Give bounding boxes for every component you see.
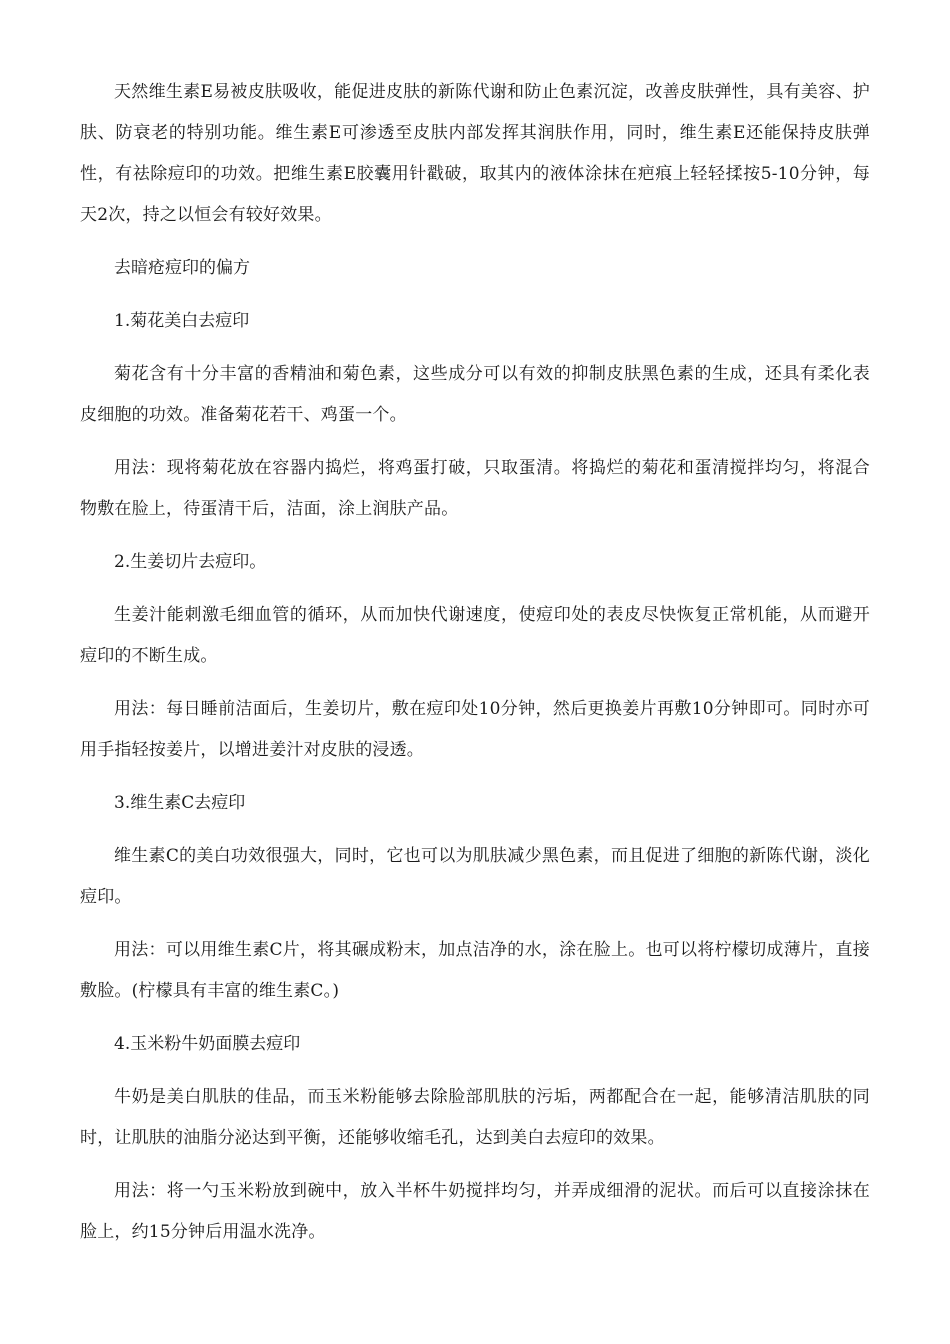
document-page [80,72,870,1265]
heading-vitamin-c: 3.维生素C去痘印 [114,793,246,813]
paragraph-cornmeal-milk-desc: 牛奶是美白肌肤的佳品，而玉米粉能够去除脸部肌肤的污垢，两都配合在一起，能够清洁肌肤的同时，让肌肤的油脂分泌达到平衡，还能够收缩毛孔，达到美白去痘印的效果。 [80,1087,870,1148]
heading-ginger: 2.生姜切片去痘印。 [114,552,267,572]
section-heading-remedies: 去暗疮痘印的偏方 [114,258,250,278]
paragraph-vitamin-c-desc: 维生素C的美白功效很强大，同时，它也可以为肌肤减少黑色素，而且促进了细胞的新陈代谢，淡化痘印。 [80,846,870,907]
paragraph-ginger-desc: 生姜汁能刺激毛细血管的循环，从而加快代谢速度，使痘印处的表皮尽快恢复正常机能，从而避开痘印的不断生成。 [80,605,870,666]
paragraph-cornmeal-milk-usage: 用法：将一勺玉米粉放到碗中，放入半杯牛奶搅拌均匀，并弄成细滑的泥状。而后可以直接涂抹在脸上，约15分钟后用温水洗净。 [80,1181,870,1242]
paragraph-ginger-usage: 用法：每日睡前洁面后，生姜切片，敷在痘印处10分钟，然后更换姜片再敷10分钟即可。同时亦可用手指轻按姜片，以增进姜汁对皮肤的浸透。 [80,699,870,760]
paragraph-vitamin-c-usage: 用法：可以用维生素C片，将其碾成粉末，加点洁净的水，涂在脸上。也可以将柠檬切成薄片，直接敷脸。(柠檬具有丰富的维生素C。) [80,940,870,1001]
heading-cornmeal-milk: 4.玉米粉牛奶面膜去痘印 [114,1034,301,1054]
paragraph-vitamin-e: 天然维生素E易被皮肤吸收，能促进皮肤的新陈代谢和防止色素沉淀，改善皮肤弹性，具有美容、护肤、防衰老的特别功能。维生素E可渗透至皮肤内部发挥其润肤作用，同时，维生素E还能保持皮肤弹性，有祛除痘印的功效。把维生素E胶囊用针戳破，取其内的液体涂抹在疤痕上轻轻揉按5-10分钟，每天2次，持之以恒会有较好效果。 [80,82,870,225]
paragraph-chrysanthemum-usage: 用法：现将菊花放在容器内捣烂，将鸡蛋打破，只取蛋清。将捣烂的菊花和蛋清搅拌均匀，将混合物敷在脸上，待蛋清干后，洁面，涂上润肤产品。 [80,458,870,519]
paragraph-chrysanthemum-desc: 菊花含有十分丰富的香精油和菊色素，这些成分可以有效的抑制皮肤黑色素的生成，还具有柔化表皮细胞的功效。准备菊花若干、鸡蛋一个。 [80,364,870,425]
heading-chrysanthemum: 1.菊花美白去痘印 [114,311,250,331]
